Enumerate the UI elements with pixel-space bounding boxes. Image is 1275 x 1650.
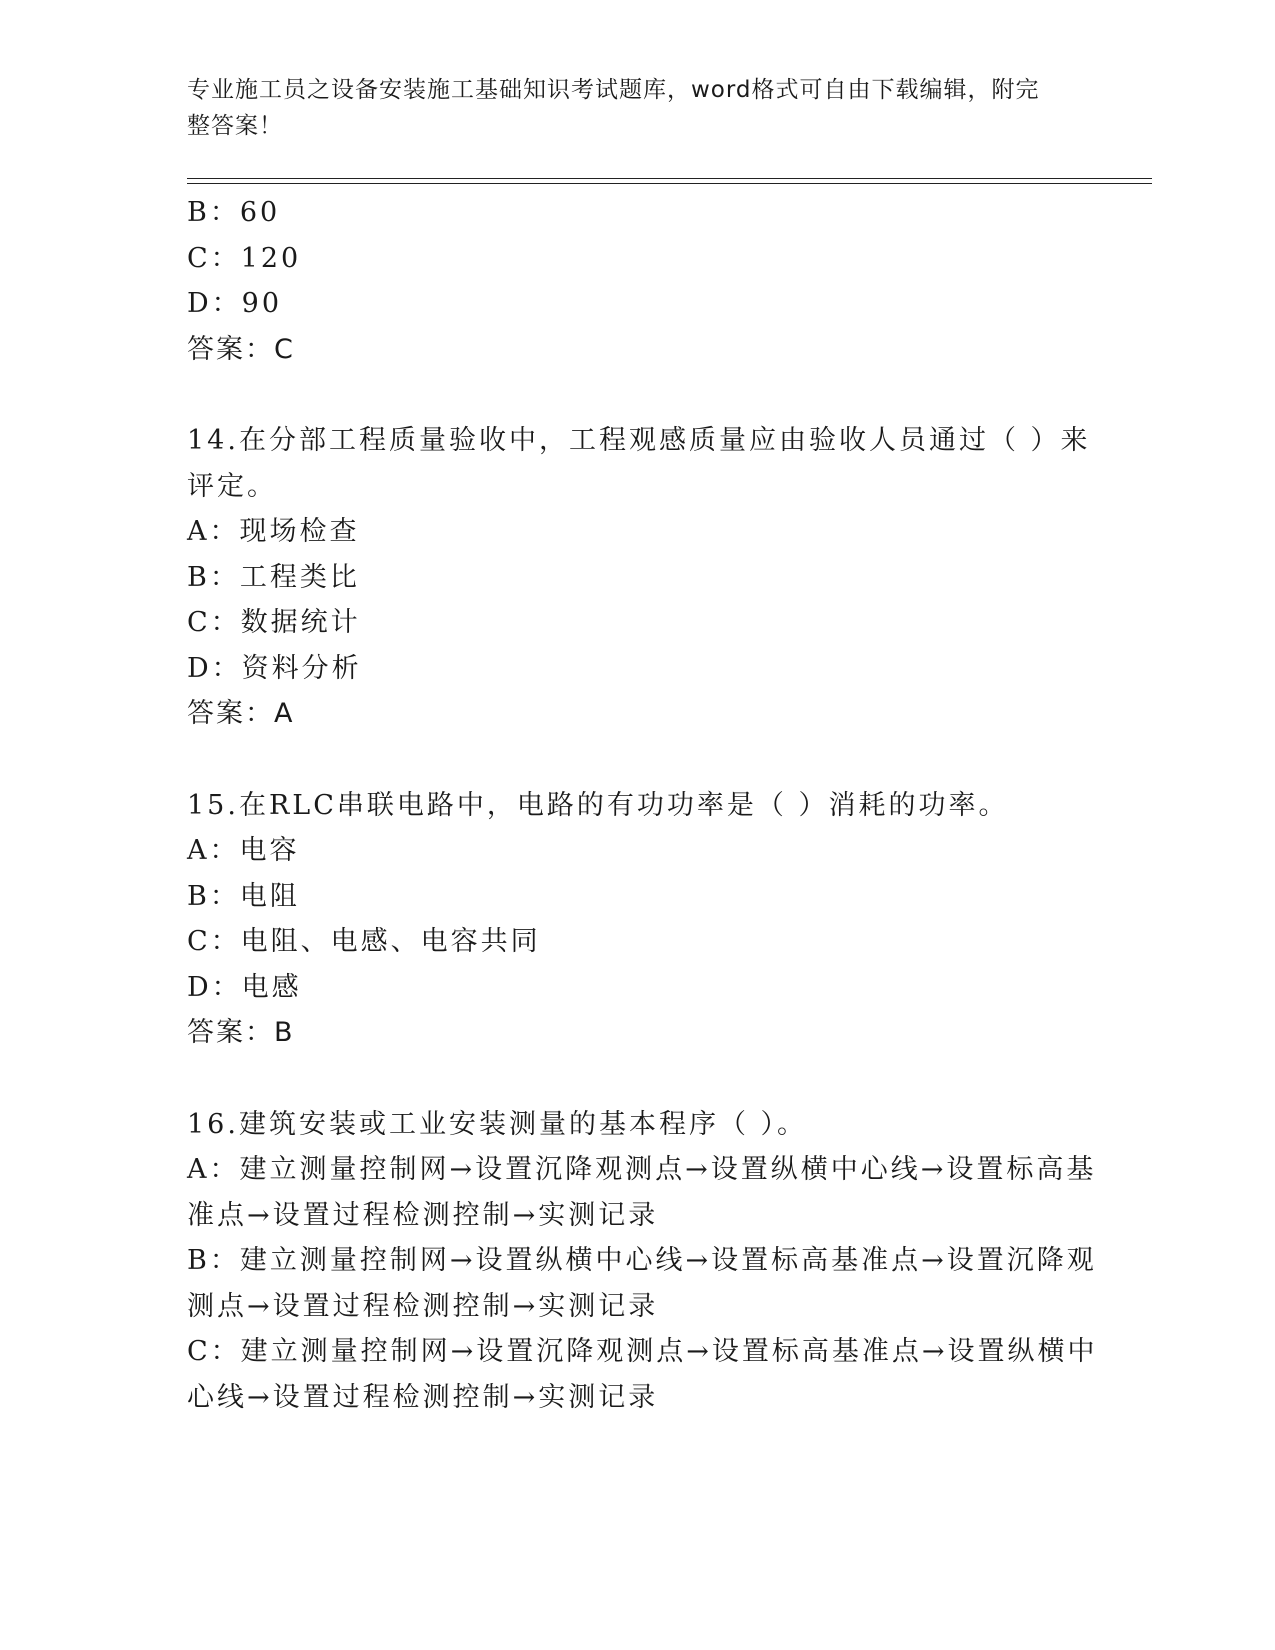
option-b: B：工程类比 <box>187 561 360 593</box>
option-a: A：电容 <box>187 835 300 866</box>
question-16 <box>187 1102 1098 1421</box>
question-stem: 14.在分部工程质量验收中，工程观感质量应由验收人员通过（ ）来 <box>187 425 1091 456</box>
option-a: A：建立测量控制网→设置沉降观测点→设置纵横中心线→设置标高基 <box>187 1154 1097 1185</box>
document-header <box>187 72 1067 144</box>
header-rule-top <box>187 178 1152 179</box>
answer-line: 答案：A <box>187 698 295 729</box>
option-a-cont: 准点→设置过程检测控制→实测记录 <box>187 1199 659 1231</box>
answer-line: 答案：C <box>187 333 295 365</box>
option-b: B：电阻 <box>187 880 300 912</box>
option-b: B：60 <box>187 197 281 228</box>
option-b-cont: 测点→设置过程检测控制→实测记录 <box>187 1290 659 1322</box>
header-line-2: 整答案！ <box>187 113 283 139</box>
question-stem: 15.在RLC串联电路中，电路的有功功率是（ ）消耗的功率。 <box>187 789 1009 821</box>
spacer <box>187 372 1087 418</box>
question-stem-cont: 评定。 <box>187 470 277 502</box>
question-content <box>187 190 1098 1420</box>
option-d: D：90 <box>187 288 283 319</box>
option-b: B：建立测量控制网→设置纵横中心线→设置标高基准点→设置沉降观 <box>187 1245 1097 1276</box>
option-c: C：建立测量控制网→设置沉降观测点→设置标高基准点→设置纵横中 <box>187 1336 1098 1367</box>
header-line-1: 专业施工员之设备安装施工基础知识考试题库，word格式可自由下载编辑，附完 <box>187 77 1040 103</box>
question-15 <box>187 783 1087 1056</box>
option-a: A：现场检查 <box>187 516 360 547</box>
option-d: D：资料分析 <box>187 652 362 684</box>
question-13-tail <box>187 190 1087 372</box>
answer-line: 答案：B <box>187 1017 295 1048</box>
spacer <box>187 737 1087 783</box>
question-stem: 16.建筑安装或工业安装测量的基本程序（ ）。 <box>187 1108 808 1140</box>
option-c: C：电阻、电感、电容共同 <box>187 926 541 957</box>
option-c: C：数据统计 <box>187 607 361 638</box>
header-rule-bottom <box>187 183 1152 184</box>
spacer <box>187 1056 1087 1102</box>
option-c-cont: 心线→设置过程检测控制→实测记录 <box>187 1381 659 1413</box>
option-d: D：电感 <box>187 971 302 1003</box>
question-14 <box>187 418 1091 737</box>
option-c: C：120 <box>187 242 302 274</box>
